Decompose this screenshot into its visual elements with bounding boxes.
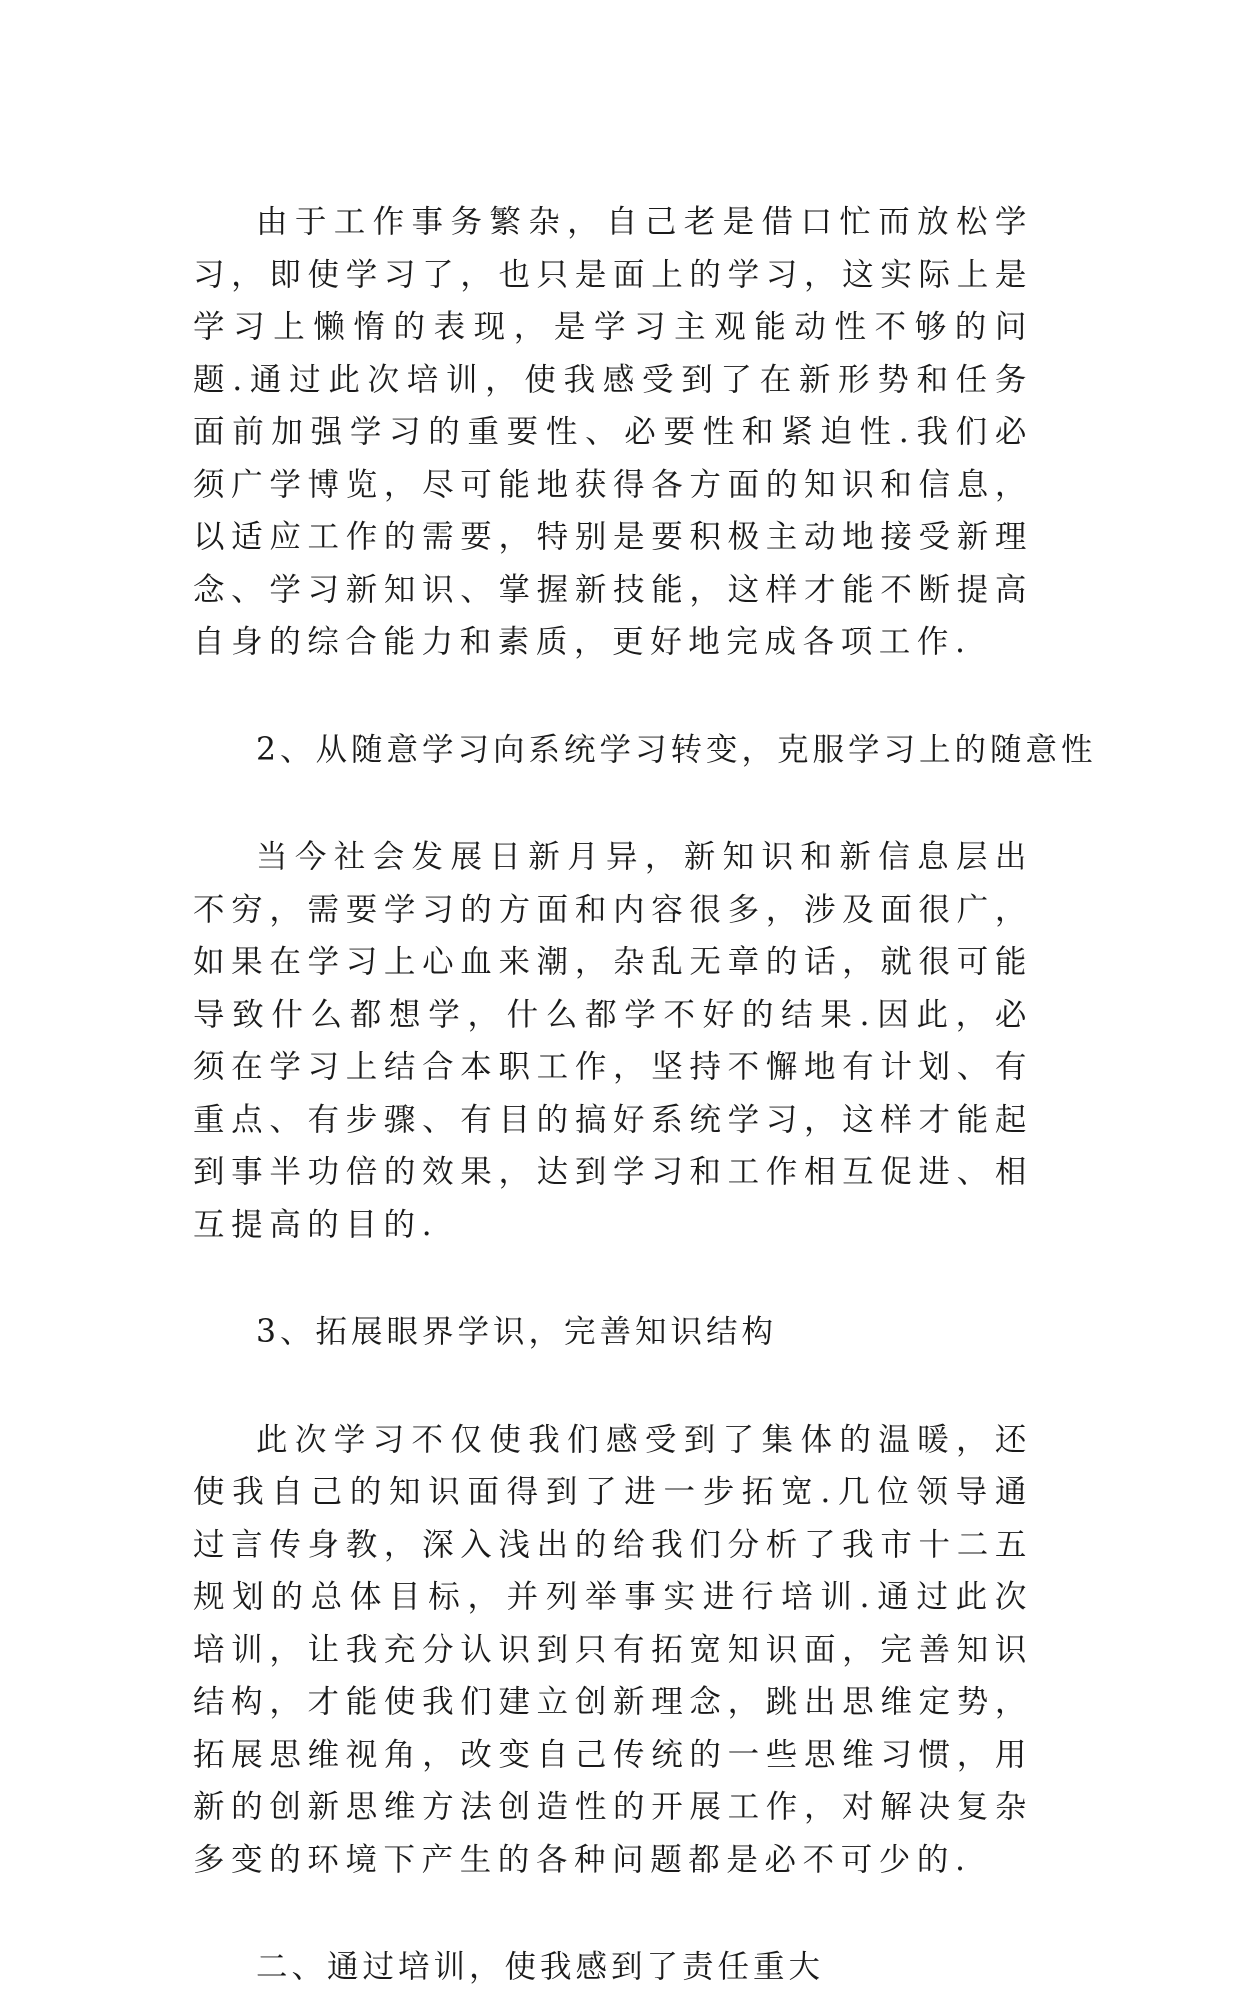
paragraph-spacer — [193, 1359, 1033, 1414]
paragraph-knowledge-structure: 此次学习不仅使我们感受到了集体的温暖，还使我自己的知识面得到了进一步拓宽.几位领导通过言传身教，深入浅出的给我们分析了我市十二五规划的总体目标，并列举事实进行培训.通过此次培训，让我充分认识到只有拓宽知识面，完善知识结构，才能使我们建立创新理念，跳出思维定势，拓展思维视角，改变自己传统的一些思维习惯，用新的创新思维方法创造性的开展工作，对解决复杂多变的环境下产生的各种问题都是必不可少的. — [193, 1421, 1033, 1878]
section-heading-systematic-learning: 2、从随意学习向系统学习转变，克服学习上的随意性 — [256, 731, 1097, 768]
paragraph-study-attitude: 由于工作事务繁杂，自己老是借口忙而放松学习，即使学习了，也只是面上的学习，这实际上是学习上懒惰的表现，是学习主观能动性不够的问题.通过此次培训，使我感受到了在新形势和任务面前加强学习的重要性、必要性和紧迫性.我们必须广学博览，尽可能地获得各方面的知识和信息，以适应工作的需要，特别是要积极主动地接受新理念、学习新知识、掌握新技能，这样才能不断提高自身的综合能力和素质，更好地完成各项工作. — [193, 204, 1033, 660]
paragraph-spacer — [193, 1251, 1033, 1306]
paragraph-spacer — [193, 669, 1033, 724]
paragraph-spacer — [193, 1886, 1033, 1941]
paragraph-systematic-learning: 当今社会发展日新月异，新知识和新信息层出不穷，需要学习的方面和内容很多，涉及面很广，如果在学习上心血来潮，杂乱无章的话，就很可能导致什么都想学，什么都学不好的结果.因此，必须在学习上结合本职工作，坚持不懈地有计划、有重点、有步骤、有目的搞好系统学习，这样才能起到事半功倍的效果，达到学习和工作相互促进、相互提高的目的. — [193, 839, 1033, 1243]
document-body — [193, 196, 1097, 1994]
paragraph-spacer — [193, 776, 1033, 831]
section-heading-knowledge-structure: 3、拓展眼界学识，完善知识结构 — [256, 1314, 778, 1350]
section-heading-responsibility: 二、通过培训，使我感到了责任重大 — [256, 1949, 825, 1985]
